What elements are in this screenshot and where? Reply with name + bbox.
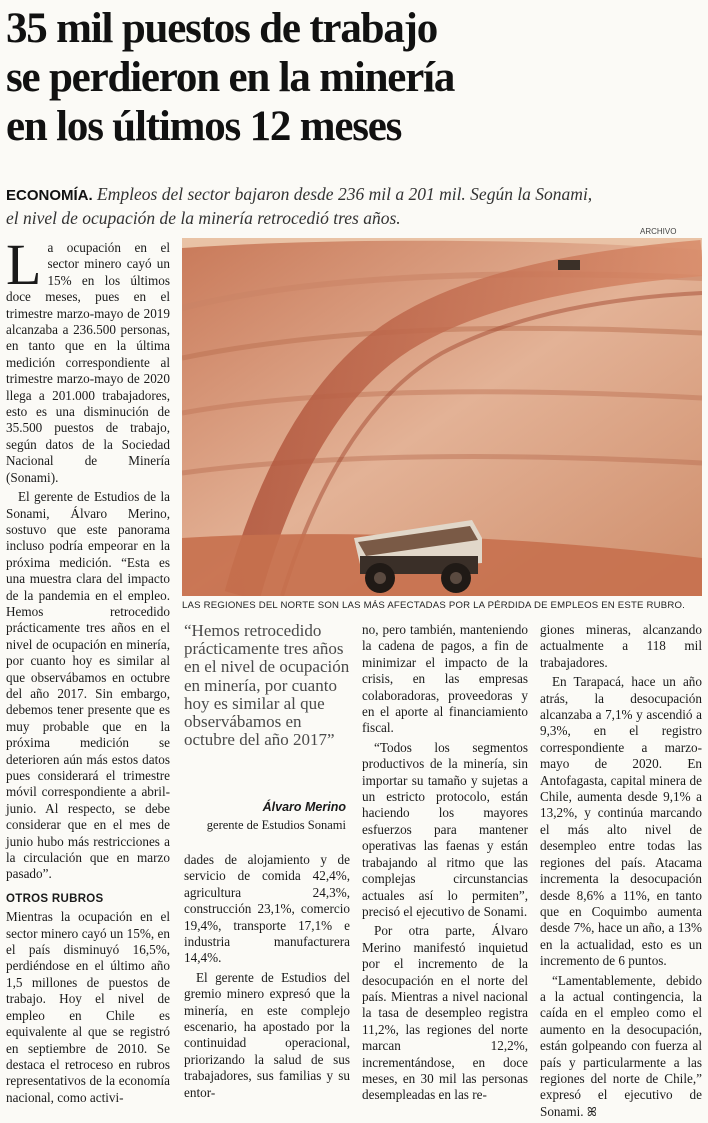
subhead-otros-rubros: OTROS RUBROS <box>6 892 104 905</box>
deck-line-1 <box>6 183 702 207</box>
paragraph-text: a ocupación en el sector minero cayó un 15% en los últimos doce meses, pues en el trimestre marzo-mayo de 2019 alcanzaba a 236.500 personas, en tanto que en la última medición correspondiente al trimestre marzo-mayo de 2020 llega a 201.000 trabajadores, esto es una disminución de 35.500 puestos de trabajo, según datos de la Sociedad Nacional de Minería (Sonami). <box>6 240 170 485</box>
pull-quote: “Hemos retrocedido prácticamente tres años en el nivel de ocupación en minería, por cuanto hoy es similar al que observábamos en octubre del año 2017” <box>184 621 350 750</box>
deck-line-2: el nivel de ocupación de la minería retrocedió tres años. <box>6 208 401 228</box>
quote-role: gerente de Estudios Sonami <box>206 818 346 832</box>
deck-text-1: Empleos del sector bajaron desde 236 mil a 201 mil. Según la Sonami, <box>92 184 593 204</box>
photo-credit: ARCHIVO <box>640 227 677 236</box>
paragraph: “Todos los segmentos productivos de la minería, sin importar su tamaño y sujetas a un estricto protocolo, están haciendo los mayores esfuerzos para mantener operativas las faenas y están trabajando al ritmo que las complejas circunstancias actuales así lo permiten”, precisó el ejecutivo de Sonami. <box>362 739 528 919</box>
photo-caption: LAS REGIONES DEL NORTE SON LAS MÁS AFECTADAS POR LA PÉRDIDA DE EMPLEOS EN ESTE RUBRO. <box>182 600 686 611</box>
deck <box>6 183 702 229</box>
paragraph: dades de alojamiento y de servicio de comida 42,4%, agricultura 24,3%, construcción 23,1%, comercio 19,4%, transporte 17,1% e industria manufacturera 14,4%. <box>184 852 350 966</box>
paragraph: En Tarapacá, hace un año atrás, la desocupación alcanzaba a 7,1% y ascendió a 9,3%, en el registro correspondiente a marzo-mayo de 2020. En Antofagasta, capital minera de Chile, aumenta desde 9,1% a 13,2%, y continúa marcando el más alto nivel de desempleo entre todas las regiones del país. Atacama incrementa la desocupación desde 8,6% a 11%, en tanto que en Coquimbo aumenta desde 7%, hace un año, a 13% en la actualidad, esto es un incremento de 6 puntos. <box>540 674 702 969</box>
column-1 <box>6 232 170 1109</box>
paragraph: El gerente de Estudios del gremio minero expresó que la minería, en este complejo escenario, ha apostado por la continuidad operacional, priorizando la salud de sus trabajadores, sus familias y su entor- <box>184 969 350 1100</box>
headline-line-1: 35 mil puestos de trabajo <box>6 5 438 52</box>
end-mark-icon: ꕤ <box>586 1104 597 1119</box>
paragraph: El gerente de Estudios de la Sonami, Álvaro Merino, sostuvo que este panorama incluso podría empeorar en la próxima medición. “Esta es una muestra clara del impacto de la pandemia en el empleo. Hemos retrocedido prácticamente tres años en el nivel de ocupación en minería, por cuanto hoy es similar al que observábamos en octubre del año 2017. Sin embargo, debemos tener presente que es muy probable que en la próxima medición se deterioren aún más estos datos pues considerará el trimestre móvil correspondiente a abril-junio. Al respecto, se debe considerar que en el mes de junio hubo más restricciones a la circulación que en marzo pasado”. <box>6 489 170 882</box>
headline <box>6 4 702 151</box>
paragraph-text: “Lamentablemente, debido a la actual contingencia, la caída en el empleo como el aumento en la desocupación, están golpeando con fuerza al país y particularmente a las regiones del norte de Chile,” expresó el ejecutivo de Sonami. <box>540 972 702 1119</box>
paragraph: giones mineras, alcanzando actualmente a 118 mil trabajadores. <box>540 622 702 670</box>
quote-author: Álvaro Merino <box>262 800 346 814</box>
paragraph <box>540 973 702 1121</box>
paragraph: no, pero también, manteniendo la cadena de pagos, a fin de minimizar el impacto de la crisis, en las empresas colaboradoras, proveedoras y en el aporte al financiamiento fiscal. <box>362 622 528 736</box>
paragraph: Mientras la ocupación en el sector minero cayó un 15%, en el país disminuyó 16,5%, perdiéndose en el último año 1,5 millones de puestos de trabajo. Hoy el nivel de empleo en Chile es equivalente al que se registró en septiembre de 2010. Se destaca el retroceso en rubros representativos de la economía nacional, como activi- <box>6 909 170 1105</box>
distant-truck <box>558 260 580 270</box>
column-3 <box>362 622 528 1107</box>
paragraph <box>6 232 170 486</box>
mine-photo <box>182 238 702 596</box>
headline-line-3: en los últimos 12 meses <box>6 103 402 150</box>
paragraph: Por otra parte, Álvaro Merino manifestó inquietud por el incremento de la desocupación en el norte del país. Mientras a nivel nacional la tasa de desempleo registra 11,2%, las regiones del norte marcan 12,2%, incrementándose, en doce meses, en 30 mil las personas desempleadas en las re- <box>362 923 528 1103</box>
section-kicker: ECONOMÍA. <box>6 187 93 204</box>
drop-cap: L <box>6 232 42 297</box>
column-2 <box>184 852 350 1104</box>
mine-photo-illustration <box>182 238 702 596</box>
column-4 <box>540 622 702 1123</box>
headline-line-2: se perdieron en la minería <box>6 54 455 101</box>
